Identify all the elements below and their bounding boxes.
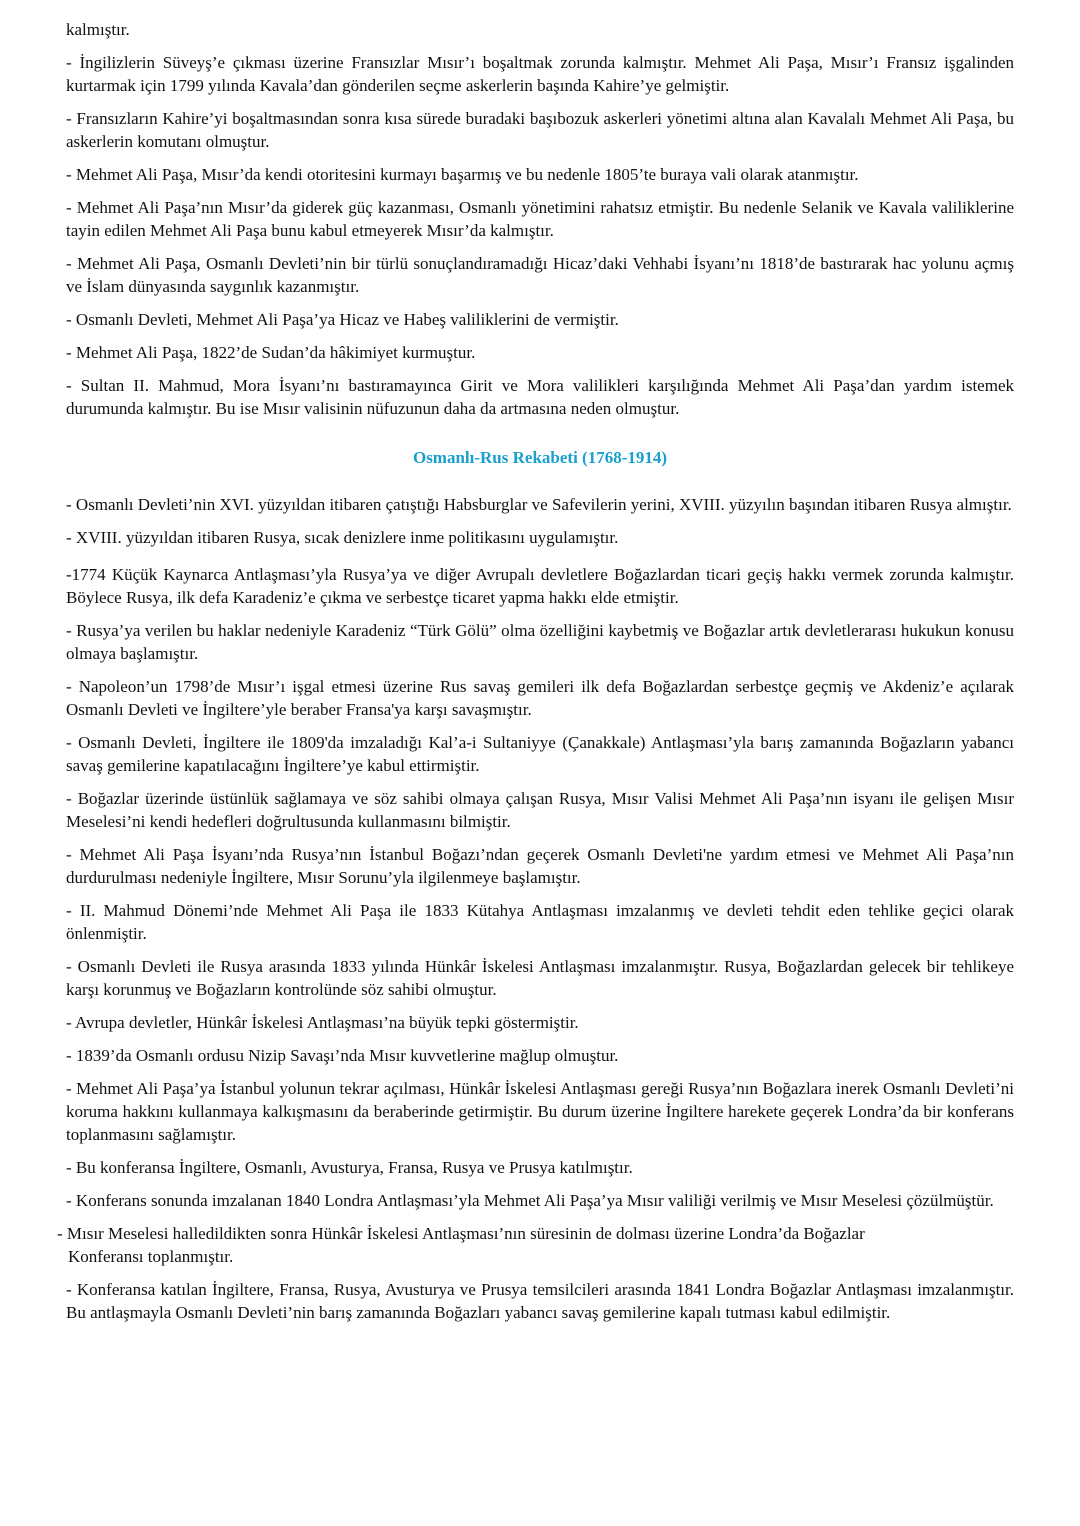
paragraph: - Avrupa devletler, Hünkâr İskelesi Antlaşması’na büyük tepki göstermiştir. — [66, 1013, 579, 1032]
paragraph: - Konferansa katılan İngiltere, Fransa, Rusya, Avusturya ve Prusya temsilcileri arasında 1841 Londra Boğazlar Antlaşması imzalanmıştır. Bu antlaşmayla Osmanlı Devleti’nin barış zamanında Boğazları yabancı savaş gemilerine kapalı tutması kabul edilmiştir. — [66, 1280, 1014, 1322]
paragraph: - Rusya’ya verilen bu haklar nedeniyle Karadeniz “Türk Gölü” olma özelliğini kaybetmiş ve Boğazlar artık devletlerarası hukukun konusu olmaya başlamıştır. — [66, 621, 1014, 663]
paragraph: - Mehmet Ali Paşa, 1822’de Sudan’da hâkimiyet kurmuştur. — [66, 343, 476, 362]
paragraph: - 1839’da Osmanlı ordusu Nizip Savaşı’nda Mısır kuvvetlerine mağlup olmuştur. — [66, 1046, 619, 1065]
paragraph-line: - Mısır Meselesi halledildikten sonra Hünkâr İskelesi Antlaşması’nın süresinin de dolması üzerine Londra’da Boğazlar — [57, 1224, 865, 1243]
paragraph: - İngilizlerin Süveyş’e çıkması üzerine Fransızlar Mısır’ı boşaltmak zorunda kalmıştır. Mehmet Ali Paşa, Mısır’ı Fransız işgalinden kurtarmak için 1799 yılında Kavala’dan gönderilen seçme askerlerin başında Kahire’ye gelmiştir. — [66, 53, 1014, 95]
paragraph: - II. Mahmud Dönemi’nde Mehmet Ali Paşa ile 1833 Kütahya Antlaşması imzalanmış ve devleti tehdit eden tehlike geçici olarak önlenmiştir. — [66, 901, 1014, 943]
paragraph: - Mehmet Ali Paşa’nın Mısır’da giderek güç kazanması, Osmanlı yönetimini rahatsız etmiştir. Bu nedenle Selanik ve Kavala valiliklerine tayin edilen Mehmet Ali Paşa bunu kabul etmeyerek Mısır’da kalmıştır. — [66, 198, 1014, 240]
paragraph: - Konferans sonunda imzalanan 1840 Londra Antlaşması’yla Mehmet Ali Paşa’ya Mısır valiliği verilmiş ve Mısır Meselesi çözülmüştür. — [66, 1191, 994, 1210]
paragraph: - Osmanlı Devleti’nin XVI. yüzyıldan itibaren çatıştığı Habsburglar ve Safevilerin yerini, XVIII. yüzyılın başından itibaren Rusya almıştır. — [66, 495, 1012, 514]
document-page — [57, 18, 1014, 1334]
paragraph: kalmıştır. — [66, 20, 130, 39]
paragraph: - Mehmet Ali Paşa’ya İstanbul yolunun tekrar açılması, Hünkâr İskelesi Antlaşması gereği Rusya’nın Boğazlara inerek Osmanlı Devleti’ni koruma hakkını kullanmaya kalkışmasını da beraberinde getirmiştir. Bu durum üzerine İngiltere harekete geçerek Londra’da bir konferans toplanmasını sağlamıştır. — [66, 1079, 1014, 1144]
paragraph: - Mehmet Ali Paşa, Mısır’da kendi otoritesini kurmayı başarmış ve bu nedenle 1805’te buraya vali olarak atanmıştır. — [66, 165, 859, 184]
paragraph: - Osmanlı Devleti, Mehmet Ali Paşa’ya Hicaz ve Habeş valiliklerini de vermiştir. — [66, 310, 619, 329]
paragraph-outdent — [57, 1222, 1014, 1268]
paragraph: - Bu konferansa İngiltere, Osmanlı, Avusturya, Fransa, Rusya ve Prusya katılmıştır. — [66, 1158, 633, 1177]
paragraph: - Fransızların Kahire’yi boşaltmasından sonra kısa sürede buradaki başıbozuk askerleri yönetimi altına alan Kavalalı Mehmet Ali Paşa, bu askerlerin komutanı olmuştur. — [66, 109, 1014, 151]
paragraph: - Osmanlı Devleti ile Rusya arasında 1833 yılında Hünkâr İskelesi Antlaşması imzalanmıştır. Rusya, Boğazlardan gelecek bir tehlikeye karşı korunmuş ve Boğazların kontrolünde söz sahibi olmuştur. — [66, 957, 1014, 999]
paragraph: - Boğazlar üzerinde üstünlük sağlamaya ve söz sahibi olmaya çalışan Rusya, Mısır Valisi Mehmet Ali Paşa’nın isyanı ile gelişen Mısır Meselesi’ni kendi hedefleri doğrultusunda kullanmasını bilmiştir. — [66, 789, 1014, 831]
paragraph-line: Konferansı toplanmıştır. — [68, 1247, 234, 1266]
paragraph: - XVIII. yüzyıldan itibaren Rusya, sıcak denizlere inme politikasını uygulamıştır. — [66, 528, 619, 547]
paragraph: - Sultan II. Mahmud, Mora İsyanı’nı bastıramayınca Girit ve Mora valilikleri karşılığında Mehmet Ali Paşa’dan yardım istemek durumunda kalmıştır. Bu ise Mısır valisinin nüfuzunun daha da artmasına neden olmuştur. — [66, 376, 1014, 418]
section-heading: Osmanlı-Rus Rekabeti (1768-1914) — [412, 448, 668, 467]
paragraph: - Napoleon’un 1798’de Mısır’ı işgal etmesi üzerine Rus savaş gemileri ilk defa Boğazlardan serbestçe geçmiş ve Akdeniz’e açılarak Osmanlı Devleti ve İngiltere’yle beraber Fransa'ya karşı savaşmıştır. — [66, 677, 1014, 719]
paragraph: - Mehmet Ali Paşa İsyanı’nda Rusya’nın İstanbul Boğazı’ndan geçerek Osmanlı Devleti'ne yardım etmesi ve Mehmet Ali Paşa’nın durdurulması nedeniyle İngiltere, Mısır Sorunu’yla ilgilenmeye başlamıştır. — [66, 845, 1014, 887]
paragraph: - Mehmet Ali Paşa, Osmanlı Devleti’nin bir türlü sonuçlandıramadığı Hicaz’daki Vehhabi İsyanı’nı 1818’de bastırarak hac yolunu açmış ve İslam dünyasında saygınlık kazanmıştır. — [66, 254, 1014, 296]
paragraph: -1774 Küçük Kaynarca Antlaşması’yla Rusya’ya ve diğer Avrupalı devletlere Boğazlardan ticari geçiş hakkı vermek zorunda kalmıştır. Böylece Rusya, ilk defa Karadeniz’e çıkma ve serbestçe ticaret yapma hakkı elde etmiştir. — [66, 565, 1014, 607]
paragraph: - Osmanlı Devleti, İngiltere ile 1809'da imzaladığı Kal’a-i Sultaniyye (Çanakkale) Antlaşması’yla barış zamanında Boğazların yabancı savaş gemilerine kapatılacağını İngiltere’ye kabul ettirmiştir. — [66, 733, 1014, 775]
